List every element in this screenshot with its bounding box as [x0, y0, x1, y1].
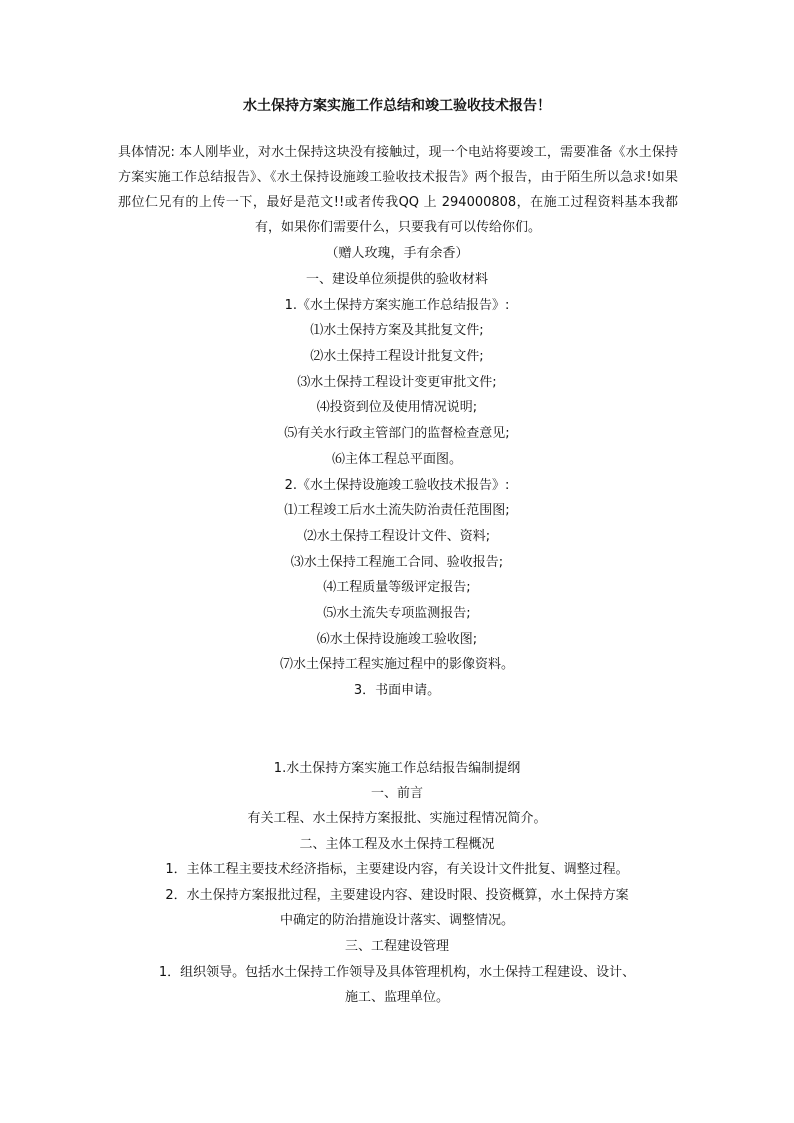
list-item: ⑵水土保持工程设计批复文件;: [310, 349, 484, 364]
paragraph-line: 中确定的防治措施设计落实、调整情况。: [279, 913, 514, 928]
paragraph-line: 2．水土保持方案报批过程，主要建设内容、建设时限、投资概算，水土保持方案: [165, 888, 629, 903]
list-item: ⑴工程竣工后水土流失防治责任范围图;: [284, 503, 510, 518]
paragraph-line: 1．主体工程主要技术经济指标，主要建设内容，有关设计文件批复、调整过程。: [165, 862, 629, 877]
list-item: ⑹水土保持设施竣工验收图;: [316, 632, 478, 647]
list-heading: 1.《水土保持方案实施工作总结报告》:: [284, 298, 510, 313]
list-item: ⑸有关水行政主管部门的监督检查意见;: [284, 426, 510, 441]
list-item: ⑵水土保持工程设计文件、资料;: [303, 529, 491, 544]
outline-title: 1.水土保持方案实施工作总结报告编制提纲: [273, 761, 521, 776]
list-heading: 2.《水土保持设施竣工验收技术报告》:: [284, 478, 510, 493]
list-item: ⑷工程质量等级评定报告;: [323, 580, 471, 595]
document-title: 水土保持方案实施工作总结和竣工验收技术报告！: [243, 98, 551, 114]
section-heading: 一、建设单位须提供的验收材料: [305, 272, 488, 287]
list-item: ⑶水土保持工程设计变更审批文件;: [297, 375, 497, 390]
list-item: ⑺水土保持工程实施过程中的影像资料。: [279, 657, 514, 672]
section-heading: 一、前言: [370, 786, 423, 801]
closing-note: （赠人玫瑰，手有余香）: [325, 246, 469, 261]
list-item: ⑶水土保持工程施工合同、验收报告;: [290, 555, 504, 570]
section-heading: 三、工程建设管理: [344, 939, 449, 954]
list-heading: 3．书面申请。: [353, 683, 441, 698]
list-item: ⑴水土保持方案及其批复文件;: [310, 323, 484, 338]
paragraph-line: 施工、监理单位。: [344, 990, 449, 1005]
list-item: ⑹主体工程总平面图。: [331, 452, 462, 467]
section-heading: 二、主体工程及水土保持工程概况: [299, 837, 495, 852]
paragraph-line: 有关工程、水土保持方案报批、实施过程情况简介。: [247, 811, 547, 826]
list-item: ⑸水土流失专项监测报告;: [323, 606, 471, 621]
list-item: ⑷投资到位及使用情况说明;: [316, 400, 478, 415]
paragraph-line: 1．组织领导。包括水土保持工作领导及具体管理机构，水土保持工程建设、设计、: [158, 965, 636, 980]
intro-paragraph: 具体情况: 本人刚毕业，对水土保持这块没有接触过，现一个电站将要竣工，需要准备《水土保持方案实施工作总结报告》、《水土保持设施竣工验收技术报告》两个报告，由于陌生所以急求!如果那位仁兄有的上传一下，最好是范文!!或者传我QQ 上 294000808，在施工过程资料基本我都有，如果你们需要什么，只要我有可以传给你们。: [118, 145, 678, 235]
